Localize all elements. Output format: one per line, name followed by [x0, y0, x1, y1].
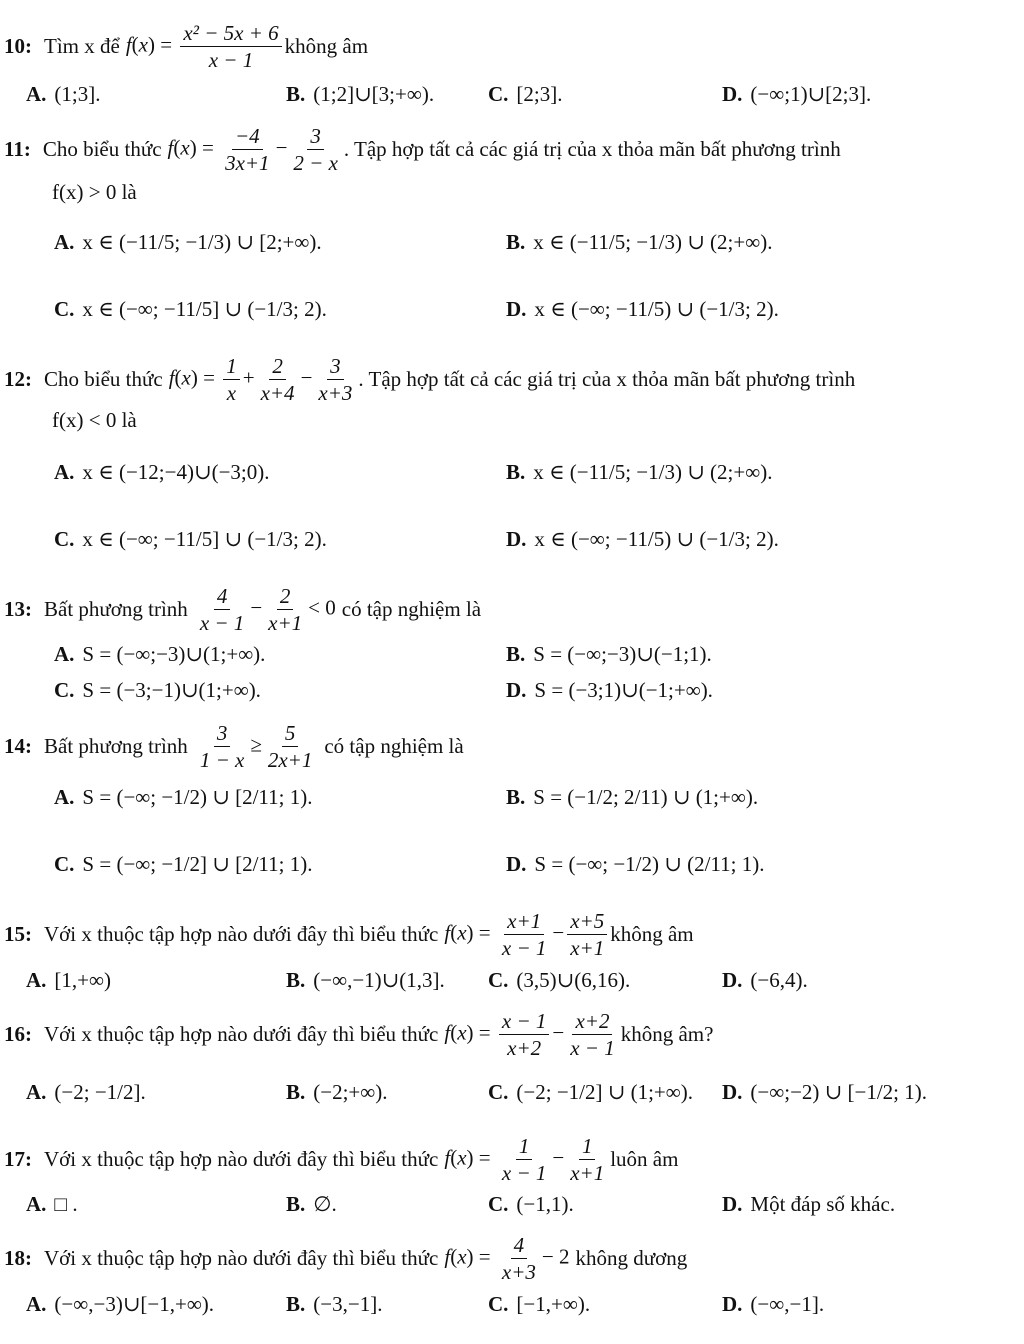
option-text: (−∞;1)∪[2;3]. — [750, 82, 872, 106]
option-text: [2;3]. — [516, 82, 563, 106]
option-d[interactable]: D. (−6,4). — [722, 968, 808, 992]
question-stem-post: có tập nghiệm là — [341, 597, 482, 622]
option-d[interactable]: D. Một đáp số khác. — [722, 1192, 896, 1216]
option-text: (1;3]. — [54, 82, 101, 106]
option-b[interactable]: B. S = (−1/2; 2/11) ∪ (1;+∞). — [506, 785, 759, 809]
question-stem-line2: f(x) > 0 là — [52, 180, 137, 204]
option-d[interactable]: D. x ∈ (−∞; −11/5) ∪ (−1/3; 2). — [506, 527, 779, 551]
question-13 — [4, 585, 481, 634]
formula: f(x) = $\frac{-4}{3x+1}$ − $\frac{3}{2 - x}$ — [167, 124, 338, 176]
question-number: 14: — [4, 734, 32, 759]
option-d[interactable]: D. S = (−3;1)∪(−1;+∞). — [506, 678, 713, 702]
question-17 — [4, 1135, 678, 1184]
option-a[interactable]: A. (1;3]. — [26, 82, 101, 106]
option-b[interactable]: B. x ∈ (−11/5; −1/3) ∪ (2;+∞). — [506, 230, 773, 254]
option-b[interactable]: B. S = (−∞;−3)∪(−1;1). — [506, 642, 712, 666]
question-number: 13: — [4, 597, 32, 622]
option-a[interactable]: A. (−2; −1/2]. — [26, 1080, 146, 1104]
option-c[interactable]: C. [−1,+∞). — [488, 1292, 591, 1316]
question-number: 15: — [4, 922, 32, 947]
option-d[interactable]: D. x ∈ (−∞; −11/5) ∪ (−1/3; 2). — [506, 297, 779, 321]
option-d[interactable]: D. (−∞;1)∪[2;3]. — [722, 82, 872, 106]
option-d[interactable]: D. S = (−∞; −1/2) ∪ (2/11; 1). — [506, 852, 765, 876]
question-stem-post: có tập nghiệm là — [324, 734, 464, 759]
option-c[interactable]: C. (3,5)∪(6,16). — [488, 968, 631, 992]
option-c[interactable]: C. x ∈ (−∞; −11/5] ∪ (−1/3; 2). — [54, 297, 327, 321]
option-c[interactable]: C. S = (−∞; −1/2] ∪ [2/11; 1). — [54, 852, 313, 876]
option-c[interactable]: C. [2;3]. — [488, 82, 563, 106]
option-a[interactable]: A. S = (−∞;−3)∪(1;+∞). — [54, 642, 266, 666]
option-c[interactable]: C. x ∈ (−∞; −11/5] ∪ (−1/3; 2). — [54, 527, 327, 551]
option-c[interactable]: C. (−1,1). — [488, 1192, 574, 1216]
question-stem-pre: Với x thuộc tập hợp nào dưới đây thì biểu thức — [44, 1147, 439, 1172]
option-b[interactable]: B. (−2;+∞). — [286, 1080, 388, 1104]
question-number: 11: — [4, 137, 31, 162]
question-10 — [4, 22, 368, 71]
formula: f(x) = $\frac{1}{x}$ + $\frac{2}{x+4}$ − $\frac{3}{x+3}$ — [168, 354, 353, 406]
question-stem-line2: f(x) < 0 là — [52, 408, 137, 432]
option-c[interactable]: C. (−2; −1/2] ∪ (1;+∞). — [488, 1080, 693, 1104]
formula: f(x) = $\frac{1}{x - 1}$ − $\frac{1}{x+1}$ — [444, 1134, 605, 1186]
question-stem-pre: Bất phương trình — [44, 734, 188, 759]
question-stem-post: không âm — [284, 34, 369, 59]
question-18 — [4, 1234, 687, 1283]
question-stem-pre: Cho biểu thức — [42, 137, 162, 162]
option-b[interactable]: B. (−3,−1]. — [286, 1292, 383, 1316]
question-12 — [4, 355, 855, 404]
formula: f(x) = $\frac{4}{x+3}$ − 2 — [444, 1233, 570, 1285]
question-number: 10: — [4, 34, 32, 59]
question-stem-post: . Tập hợp tất cả các giá trị của x thỏa mãn bất phương trình — [358, 367, 856, 392]
formula: $\frac{3}{1 - x}$ ≥ $\frac{5}{2x+1}$ — [199, 721, 313, 773]
question-stem-post: không âm? — [620, 1022, 714, 1047]
option-a[interactable]: A. x ∈ (−12;−4)∪(−3;0). — [54, 460, 270, 484]
option-a[interactable]: A. □ . — [26, 1192, 78, 1216]
question-stem-pre: Tìm x để — [44, 34, 120, 59]
option-a[interactable]: A. (−∞,−3)∪[−1,+∞). — [26, 1292, 215, 1316]
option-a[interactable]: A. [1,+∞) — [26, 968, 111, 992]
question-number: 18: — [4, 1246, 32, 1271]
option-d[interactable]: D. (−∞;−2) ∪ [−1/2; 1). — [722, 1080, 927, 1104]
question-stem-pre: Cho biểu thức — [44, 367, 163, 392]
option-d[interactable]: D. (−∞,−1]. — [722, 1292, 825, 1316]
question-stem-post: . Tập hợp tất cả các giá trị của x thỏa mãn bất phương trình — [343, 137, 841, 162]
question-number: 16: — [4, 1022, 32, 1047]
option-b[interactable]: B. x ∈ (−11/5; −1/3) ∪ (2;+∞). — [506, 460, 773, 484]
formula: f(x) = $\frac{x+1}{x - 1}$ − $\frac{x+5}{x+1}$ — [444, 910, 610, 959]
question-stem-pre: Với x thuộc tập hợp nào dưới đây thì biểu thức — [44, 1022, 439, 1047]
option-a[interactable]: A. S = (−∞; −1/2) ∪ [2/11; 1). — [54, 785, 313, 809]
question-stem-pre: Bất phương trình — [44, 597, 188, 622]
question-stem-post: luôn âm — [610, 1147, 679, 1172]
question-number: 12: — [4, 367, 32, 392]
question-number: 17: — [4, 1147, 32, 1172]
option-text: (1;2]∪[3;+∞). — [313, 82, 435, 106]
option-b[interactable]: B. (−∞,−1)∪(1,3]. — [286, 968, 445, 992]
option-c[interactable]: C. S = (−3;−1)∪(1;+∞). — [54, 678, 261, 702]
question-stem-pre: Với x thuộc tập hợp nào dưới đây thì biểu thức — [44, 922, 439, 947]
question-11 — [4, 125, 841, 174]
question-15 — [4, 910, 694, 959]
question-stem-post: không âm — [610, 922, 694, 947]
question-16 — [4, 1010, 713, 1059]
formula: f(x) = $\frac{x - 1}{x+2}$ − $\frac{x+2}{x - 1}$ — [444, 1009, 615, 1061]
option-b[interactable]: B. ∅. — [286, 1192, 337, 1216]
question-14 — [4, 722, 464, 771]
question-stem-pre: Với x thuộc tập hợp nào dưới đây thì biểu thức — [44, 1246, 439, 1271]
question-stem-post: không dương — [575, 1246, 688, 1271]
formula: $\frac{4}{x - 1}$ − $\frac{2}{x+1}$ < 0 — [199, 584, 336, 636]
option-a[interactable]: A. x ∈ (−11/5; −1/3) ∪ [2;+∞). — [54, 230, 322, 254]
option-b[interactable]: B. (1;2]∪[3;+∞). — [286, 82, 435, 106]
formula: f(x) = $\frac{\text{x² − 5x + 6}}{x - 1}$ — [126, 22, 285, 71]
